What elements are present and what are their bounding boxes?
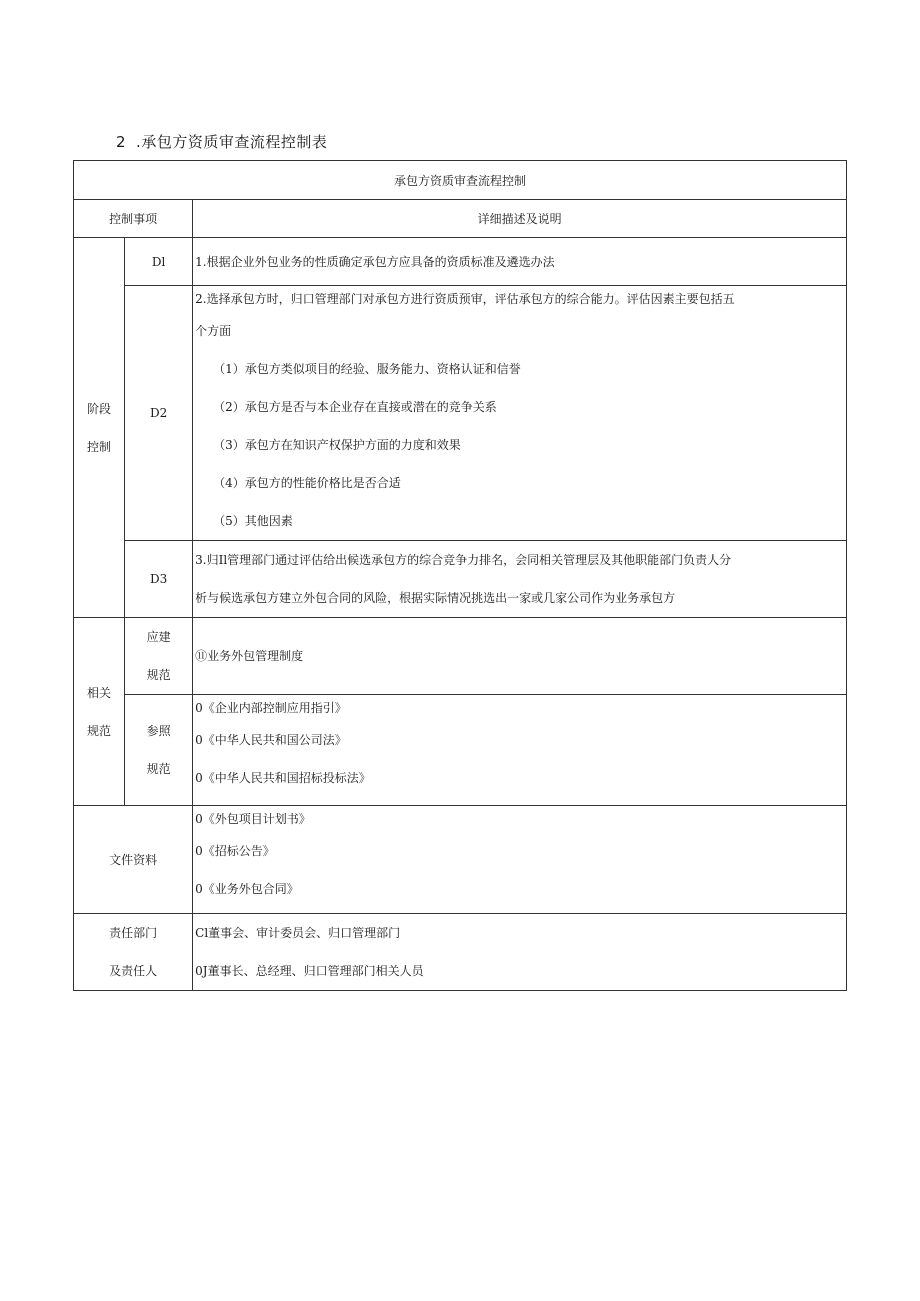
ref-norm-item: 0《中华人民共和国招标投标法》 bbox=[195, 771, 371, 785]
related-norms-label bbox=[74, 618, 125, 806]
resp-label-line1: 责任部门 bbox=[109, 926, 158, 940]
table-row-d2 bbox=[74, 286, 847, 541]
desc-d2 bbox=[193, 286, 847, 541]
docs-desc bbox=[193, 806, 847, 914]
doc-item: 0《外包项目计划书》 bbox=[195, 812, 311, 826]
doc-item: 0《招标公告》 bbox=[195, 844, 275, 858]
should-norms-label bbox=[125, 618, 193, 695]
heading-text: .承包方资质审查流程控制表 bbox=[136, 133, 328, 151]
code-d2: D2 bbox=[125, 286, 193, 541]
desc-d2-item: （2）承包方是否与本企业存在直接或潜在的竞争关系 bbox=[213, 400, 497, 414]
desc-d2-line2: 个方面 bbox=[195, 324, 232, 338]
desc-d3-line1: 3.归Il管理部门通过评估给出候选承包方的综合竞争力排名，会同相关管理层及其他职能部门负责人分 bbox=[195, 553, 732, 567]
code-d1: Dl bbox=[125, 238, 193, 286]
table-title-row bbox=[74, 161, 847, 200]
table-row-should-norms bbox=[74, 618, 847, 695]
should-label-line2: 规范 bbox=[146, 668, 171, 682]
desc-d1-text: 1.根据企业外包业务的性质确定承包方应具备的资质标准及遴选办法 bbox=[195, 254, 555, 269]
ref-label-line1: 参照 bbox=[146, 724, 171, 738]
heading-number: 2 bbox=[116, 133, 127, 151]
desc-d2-item: （5）其他因素 bbox=[213, 514, 293, 528]
resp-label-line2: 及责任人 bbox=[109, 964, 158, 978]
ref-label-line2: 规范 bbox=[146, 762, 171, 776]
table-row-d3 bbox=[74, 541, 847, 618]
desc-d1 bbox=[193, 238, 847, 286]
desc-d3-line2: 析与候选承包方建立外包合同的风险，根据实际情况挑选出一家或几家公司作为业务承包方 bbox=[195, 591, 676, 605]
table-row-resp bbox=[74, 914, 847, 991]
resp-desc bbox=[193, 914, 847, 991]
desc-d2-item: （4）承包方的性能价格比是否合适 bbox=[213, 476, 401, 490]
should-label-line1: 应建 bbox=[146, 630, 171, 644]
ref-norms-label bbox=[125, 695, 193, 806]
code-d3: D3 bbox=[125, 541, 193, 618]
desc-d2-item: （3）承包方在知识产权保护方面的力度和效果 bbox=[213, 438, 461, 452]
docs-label: 文件资料 bbox=[74, 806, 193, 914]
table-row-docs bbox=[74, 806, 847, 914]
ref-norms-desc bbox=[193, 695, 847, 806]
table-row-d1 bbox=[74, 238, 847, 286]
ref-norm-item: 0《企业内部控制应用指引》 bbox=[195, 701, 347, 715]
doc-item: 0《业务外包合同》 bbox=[195, 882, 299, 896]
resp-item: 0J董事长、总经理、归口管理部门相关人员 bbox=[195, 964, 424, 978]
stage-control-label bbox=[74, 238, 125, 618]
stage-label-line2: 控制 bbox=[87, 439, 112, 454]
control-table bbox=[73, 160, 847, 991]
resp-item: Cl董事会、审计委员会、归口管理部门 bbox=[195, 926, 401, 940]
norms-label-line2: 规范 bbox=[87, 723, 112, 738]
table-row-ref-norms bbox=[74, 695, 847, 806]
should-norms-text: ⑪业务外包管理制度 bbox=[195, 649, 304, 663]
page-title bbox=[116, 131, 327, 152]
table-title: 承包方资质审查流程控制 bbox=[74, 161, 847, 200]
table-header-row bbox=[74, 200, 847, 238]
stage-label-line1: 阶段 bbox=[87, 401, 112, 416]
col-header-item: 控制事项 bbox=[74, 200, 193, 238]
desc-d2-item: （1）承包方类似项目的经验、服务能力、资格认证和信誉 bbox=[213, 362, 521, 376]
resp-label bbox=[74, 914, 193, 991]
ref-norm-item: 0《中华人民共和国公司法》 bbox=[195, 733, 347, 747]
col-header-desc: 详细描述及说明 bbox=[193, 200, 847, 238]
norms-label-line1: 相关 bbox=[87, 685, 112, 700]
should-norms-desc bbox=[193, 618, 847, 695]
desc-d3 bbox=[193, 541, 847, 618]
desc-d2-line1: 2.选择承包方时，归口管理部门对承包方进行资质预审，评估承包方的综合能力。评估因素主要包括五 bbox=[195, 292, 735, 306]
